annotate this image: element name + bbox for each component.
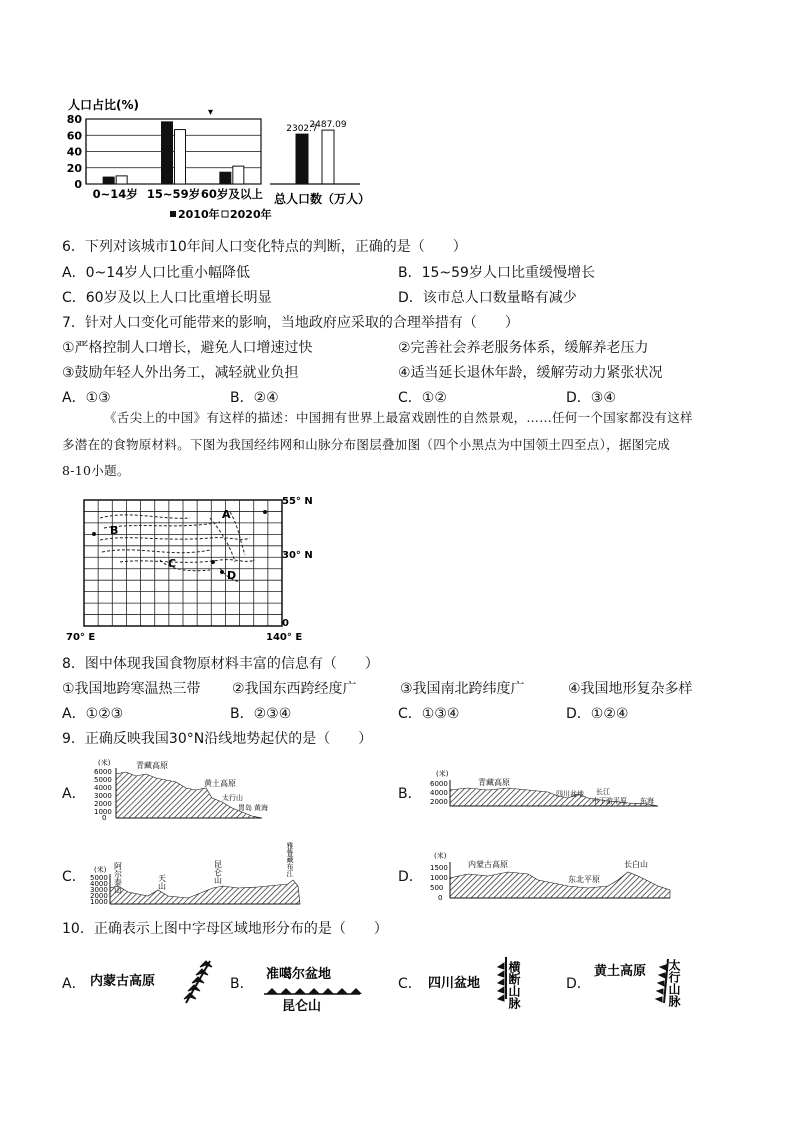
- profile-c-ytick: 2000: [90, 892, 108, 900]
- q8-statement-3: ③我国南北跨纬度广: [400, 681, 525, 697]
- q10-option-d[interactable]: D．: [566, 976, 591, 992]
- map-lon-140: 140° E: [266, 632, 303, 643]
- intro-line-1: 《舌尖上的中国》有这样的描述：中国拥有世界上最富戏剧性的自然景观，……任何一个国家都没有这样: [104, 410, 693, 425]
- china-grid-map: [60, 490, 320, 645]
- q10-option-c[interactable]: C．: [398, 976, 422, 992]
- map-lat-55: 55° N: [282, 496, 313, 507]
- q7-option-a[interactable]: A．①③: [62, 390, 111, 406]
- profile-c-ytick: 4000: [90, 880, 108, 888]
- q9-option-a[interactable]: A．: [62, 786, 86, 802]
- profile-a-ytick: 3000: [94, 792, 112, 800]
- q10-a-label: 内蒙古高原: [90, 974, 156, 989]
- chart-bar-2010年: [220, 172, 231, 184]
- q7-option-c[interactable]: C．①②: [398, 390, 447, 406]
- q7-stem: 7．针对人口变化可能带来的影响，当地政府应采取的合理举措有（ ）: [62, 315, 519, 331]
- mountain-ridge-icon: [184, 961, 212, 1003]
- profile-a-ytick: 6000: [94, 768, 112, 776]
- q8-statement-2: ②我国东西跨经度广: [232, 681, 357, 697]
- q9-option-b[interactable]: B．: [398, 786, 422, 802]
- q9-option-c[interactable]: C．: [62, 869, 86, 885]
- arrow-mark: ▾: [208, 107, 214, 118]
- map-lat-30: 30° N: [282, 550, 313, 561]
- q10-b-label-2: 昆仑山: [282, 999, 322, 1014]
- mountain-line-3: [100, 538, 250, 540]
- chart-total-label: 2487.09: [309, 120, 347, 131]
- legend-2020: 2020年: [230, 208, 272, 221]
- q10-diagram-a[interactable]: [90, 955, 220, 1007]
- q8-option-d[interactable]: D．①②④: [566, 706, 629, 722]
- profile-c-ytick: 1000: [90, 898, 108, 906]
- profile-d-ytick: 1500: [430, 864, 448, 872]
- chart-total-bar-2020年: [322, 130, 334, 184]
- q6-option-d[interactable]: D．该市总人口数量略有减少: [398, 290, 577, 306]
- profile-a-label: 黄海: [254, 804, 268, 812]
- chart-ytick-label: 80: [66, 113, 82, 126]
- chart-bar-2010年: [162, 122, 173, 184]
- map-letter-a: A: [222, 508, 231, 521]
- mountain-line-4: [102, 550, 210, 553]
- profile-c-label: 昆仑山: [213, 860, 223, 884]
- q9-profile-a[interactable]: [92, 758, 272, 820]
- chart-xtick-label: 0~14岁: [92, 187, 138, 201]
- extreme-point-east: [211, 560, 215, 564]
- chart-bar-2020年: [175, 130, 186, 184]
- secondary-category: 总人口数（万人）: [274, 192, 371, 206]
- map-letter-b: B: [110, 524, 119, 537]
- q9-profile-c[interactable]: [88, 840, 308, 906]
- profile-a-label: 青藏高原: [136, 761, 168, 770]
- mountain-ridge-icon: [498, 957, 506, 1001]
- q10-option-b[interactable]: B．: [230, 976, 254, 992]
- chart-xtick-label: 60岁及以上: [200, 187, 263, 201]
- chart-bar-2020年: [233, 166, 244, 184]
- profile-c-unit: (米): [94, 866, 107, 874]
- chart-ytick-label: 60: [66, 129, 82, 143]
- chart-ytick-label: 40: [66, 145, 82, 159]
- q8-option-c[interactable]: C．①③④: [398, 706, 460, 722]
- map-letter-c: C: [168, 557, 177, 570]
- chart-xtick-label: 15~59岁: [146, 187, 201, 201]
- map-lon-70: 70° E: [66, 632, 96, 643]
- q8-option-a[interactable]: A．①②③: [62, 706, 124, 722]
- intro-line-3: 8-10小题。: [62, 463, 130, 478]
- q8-statement-1: ①我国地跨寒温热三带: [62, 681, 201, 697]
- q10-d-label-1: 黄土高原: [594, 964, 647, 979]
- extreme-point-west: [92, 532, 96, 536]
- chart-total-bar-2010年: [296, 134, 308, 184]
- mountain-line-6: [210, 518, 235, 562]
- profile-a-ytick: 1000: [94, 808, 112, 816]
- q10-diagram-b[interactable]: [260, 962, 370, 1014]
- profile-c-label: 雅鲁藏布江: [286, 842, 294, 877]
- profile-c-label: 天山: [157, 874, 167, 890]
- chart-ytick-label: 0: [74, 178, 82, 191]
- q7-statement-4: ④适当延长退休年龄，缓解劳动力紧张状况: [398, 365, 663, 381]
- profile-a-ytick: 0: [102, 814, 107, 820]
- q10-d-label-2: 太行山脉: [667, 959, 681, 1007]
- q8-statement-4: ④我国地形复杂多样: [568, 681, 693, 697]
- q6-option-c[interactable]: C．60岁及以上人口比重增长明显: [62, 290, 272, 306]
- profile-c-ytick: 3000: [90, 886, 108, 894]
- legend-swatch-2020: [222, 211, 228, 217]
- profile-a-ytick: 4000: [94, 784, 112, 792]
- profile-a-unit: (米): [98, 759, 111, 767]
- extreme-point-north: [263, 510, 267, 514]
- profile-b-unit: (米): [436, 770, 449, 778]
- profile-d-unit: (米): [434, 852, 447, 860]
- profile-b-ytick: 6000: [430, 780, 448, 788]
- chart-bar-2020年: [116, 176, 127, 184]
- q10-option-a[interactable]: A．: [62, 976, 86, 992]
- q10-b-label-1: 准噶尔盆地: [266, 967, 332, 982]
- profile-c-ytick: 5000: [90, 874, 108, 882]
- q9-stem: 9．正确反映我国30°N沿线地势起伏的是（ ）: [62, 731, 373, 747]
- q9-profile-d[interactable]: [428, 850, 678, 902]
- profile-a-label: 胃岛: [238, 804, 252, 812]
- legend-2010: 2010年: [178, 208, 220, 221]
- q10-c-label-1: 四川盆地: [428, 976, 481, 991]
- profile-a-ytick: 2000: [94, 800, 112, 808]
- chart-ylabel: 人口占比(%): [68, 98, 139, 112]
- profile-a-label: 太行山: [222, 794, 243, 802]
- profile-d-label: 内蒙古高原: [468, 860, 508, 869]
- q10-diagram-c[interactable]: [428, 955, 548, 1011]
- q7-option-d[interactable]: D．③④: [566, 390, 616, 406]
- legend-swatch-2010: [170, 211, 176, 217]
- q10-stem: 10．正确表示上图中字母区域地形分布的是（ ）: [62, 921, 388, 937]
- profile-b-label: 东海: [640, 797, 654, 805]
- mountain-range-icon: [264, 988, 362, 994]
- profile-b-label: 青藏高原: [478, 778, 510, 787]
- profile-b-ytick: 2000: [430, 798, 448, 806]
- profile-d-label: 东北平原: [568, 875, 600, 884]
- mountain-line-7: [230, 512, 245, 555]
- q9-profile-b[interactable]: [428, 768, 668, 810]
- profile-d-ytick: 500: [430, 884, 444, 892]
- profile-b-label: 中下游平原: [592, 797, 627, 805]
- q7-statement-3: ③鼓励年轻人外出务工，减轻就业负担: [62, 365, 299, 381]
- q6-option-b[interactable]: B．15~59岁人口比重缓慢增长: [398, 265, 595, 281]
- q6-option-a[interactable]: A．0~14岁人口比重小幅降低: [62, 265, 251, 281]
- map-lat-0: 0: [282, 618, 289, 629]
- profile-b-label: 长江: [596, 788, 610, 796]
- q8-stem: 8．图中体现我国食物原材料丰富的信息有（ ）: [62, 656, 379, 672]
- population-bar-chart: [60, 95, 380, 230]
- extreme-point-south: [220, 570, 224, 574]
- profile-d-label: 长白山: [624, 860, 648, 869]
- chart-total-label: 2302.7: [286, 124, 318, 135]
- q10-diagram-d[interactable]: [592, 955, 702, 1011]
- q6-stem: 6．下列对该城市10年间人口变化特点的判断，正确的是（ ）: [62, 239, 467, 255]
- chart-ytick-label: 20: [66, 161, 82, 175]
- q10-c-label-2: 横断山脉: [507, 961, 521, 1009]
- q8-option-b[interactable]: B．②③④: [230, 706, 292, 722]
- q7-statement-1: ①严格控制人口增长，避免人口增速过快: [62, 340, 313, 356]
- chart-bar-2010年: [103, 177, 114, 184]
- profile-b-label: 四川盆地: [556, 790, 584, 798]
- intro-line-2: 多潜在的食物原材料。下图为我国经纬网和山脉分布图层叠加图（四个小黑点为中国领土四至点），据图完成: [62, 437, 671, 452]
- q9-option-d[interactable]: D．: [398, 869, 423, 885]
- profile-c-label: 阿尔泰山: [113, 862, 123, 894]
- q7-option-b[interactable]: B．②④: [230, 390, 279, 406]
- profile-d-ytick: 1000: [430, 874, 448, 882]
- profile-a-ytick: 5000: [94, 776, 112, 784]
- profile-a-label: 黄土高原: [204, 779, 236, 788]
- q7-statement-2: ②完善社会养老服务体系，缓解养老压力: [398, 340, 649, 356]
- map-letter-d: D: [227, 569, 237, 582]
- profile-b-ytick: 4000: [430, 789, 448, 797]
- mountain-line-1: [100, 515, 190, 518]
- profile-d-ytick: 0: [438, 894, 443, 902]
